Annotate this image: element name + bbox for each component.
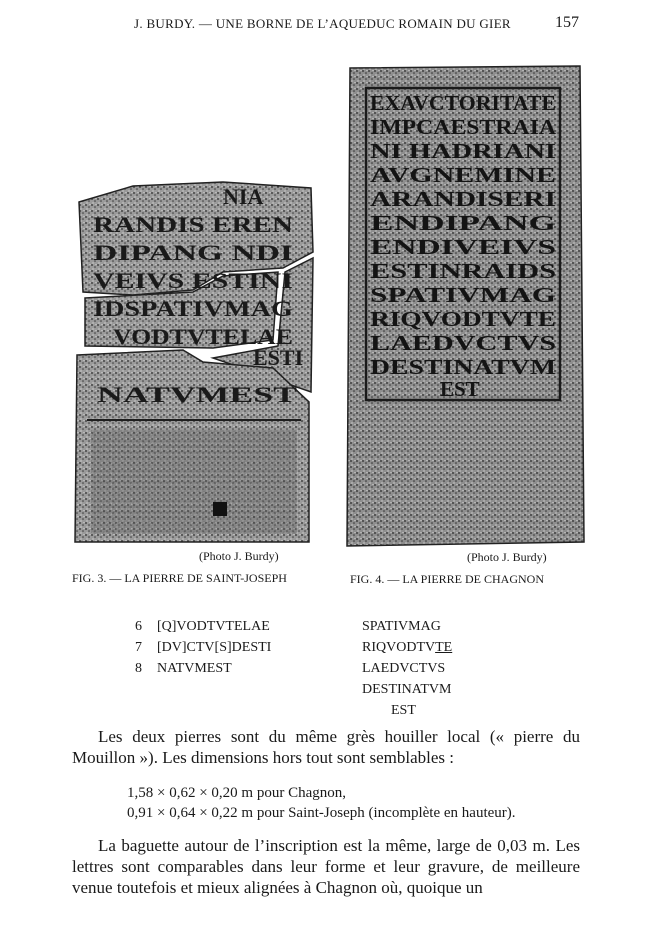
fig3-line-6: VODTVTELAE xyxy=(113,324,293,349)
fig3-line-3: DIPANG NDI xyxy=(93,240,293,265)
fig3-line-4: VEIVS ESTINI xyxy=(93,268,293,293)
transcription-line: SPATIVMAG xyxy=(362,619,441,634)
transcription-line: EST xyxy=(391,703,416,718)
dimension-saint-joseph: 0,91 × 0,64 × 0,22 m pour Saint-Joseph (incomplète en hauteur). xyxy=(127,805,516,821)
line-text: RIQVODTV xyxy=(362,640,436,655)
line-number: 7 xyxy=(135,640,142,655)
fig3-line-5: IDSPATIVMAG xyxy=(93,296,293,321)
fig4-line-11: LAEDVCTVS xyxy=(370,331,556,355)
line-text: [DV]CTV[S]DESTI xyxy=(157,640,272,655)
transcription-line: DESTINATVM xyxy=(362,682,452,697)
fig3-line-7: ESTI xyxy=(253,345,304,370)
figure-3-caption: FIG. 3. — LA PIERRE DE SAINT-JOSEPH xyxy=(72,571,287,585)
transcription-line xyxy=(362,637,452,658)
fig4-line-9: SPATIVMAG xyxy=(370,283,556,307)
inscription-transcription-chagnon xyxy=(362,616,452,721)
figure-4-caption: FIG. 4. — LA PIERRE DE CHAGNON xyxy=(350,572,545,586)
page-number: 157 xyxy=(555,14,579,31)
fig3-line-1: NIA xyxy=(223,184,264,209)
dimension-chagnon: 1,58 × 0,62 × 0,20 m pour Chagnon, xyxy=(127,785,346,801)
fig4-line-6: ENDIPANG xyxy=(370,211,556,235)
page-header xyxy=(0,14,650,36)
fig3-line-8: NATVMEST xyxy=(97,382,298,407)
running-head: J. BURDY. — UNE BORNE DE L’AQUEDUC ROMAIN DU GIER xyxy=(134,16,511,31)
fig4-line-2: IMPCAESTRAIA xyxy=(370,115,557,139)
fig4-line-10: RIQVODTVTE xyxy=(370,307,556,331)
line-text: [Q]VODTVTELAE xyxy=(157,619,270,634)
inscription-transcription-saint-joseph xyxy=(135,616,271,679)
fig3-line-2: RANDIS EREN xyxy=(93,212,294,237)
fig4-line-13: EST xyxy=(440,377,480,401)
fig4-line-4: AVGNEMINE xyxy=(370,163,556,187)
paragraph-stone-material: Les deux pierres sont du même grès houiller local (« pierre du Mouillon »). Les dimensions hors tout sont semblables : xyxy=(72,727,580,767)
figure-4-credit: (Photo J. Burdy) xyxy=(467,550,547,564)
fig4-line-5: ARANDISERI xyxy=(370,187,556,211)
figure-3-stone-saint-joseph xyxy=(73,180,315,545)
fig4-line-7: ENDIVEIVS xyxy=(370,235,556,259)
figure-4-stone-chagnon xyxy=(344,64,588,548)
line-number: 6 xyxy=(135,619,142,634)
transcription-line: LAEDVCTVS xyxy=(362,661,446,676)
fig4-line-1: EXAVCTORITATE xyxy=(370,91,556,115)
fig4-line-12: DESTINATVM xyxy=(370,355,557,379)
line-number: 8 xyxy=(135,661,142,676)
transcription-line xyxy=(135,637,271,658)
line-text: NATVMEST xyxy=(157,661,232,676)
fig4-line-3: NI HADRIANI xyxy=(370,139,556,163)
paragraph-lettering: La baguette autour de l’inscription est la même, large de 0,03 m. Les lettres sont comparables dans leur forme et leur gravure, de meilleure venue toutefois et mieux alignées à Chagnon où, quoique un xyxy=(72,836,580,897)
underlined-letters: TE xyxy=(435,640,453,655)
fig4-line-8: ESTINRAIDS xyxy=(370,259,556,283)
transcription-line xyxy=(135,616,271,637)
dimensions-list xyxy=(127,783,516,823)
figure-3-credit: (Photo J. Burdy) xyxy=(199,549,279,563)
transcription-line xyxy=(135,658,271,679)
